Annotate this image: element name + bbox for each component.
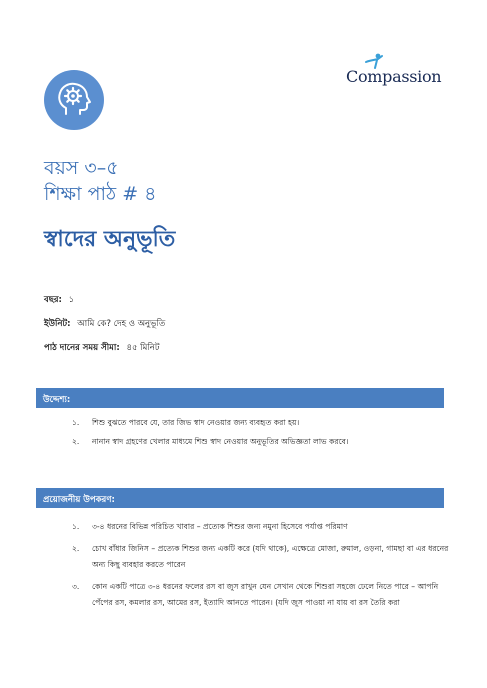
age-range: বয়স ৩–৫ — [44, 157, 119, 179]
meta-year — [44, 293, 74, 307]
list-item — [72, 541, 452, 573]
list-number: ১. — [72, 522, 80, 531]
meta-unit-value: আমি কে? দেহ ও অনুভূতি — [77, 319, 166, 329]
brand-name: Compassion — [346, 67, 442, 86]
list-item — [72, 519, 452, 535]
meta-unit — [44, 317, 165, 331]
objectives-heading: উদ্দেশ্য: — [36, 388, 444, 408]
list-text: চোখ বাঁধার জিনিস – প্রত্যেক শিশুর জন্য একটি করে (যদি থাকে), এক্ষেত্রে মোজা, রুমাল, ওড়না, গামছা বা এর ধরনের অন্য কিছু ব্যবহার করতে পারেন — [92, 544, 449, 569]
lesson-title: স্বাদের অনুভূতি — [44, 227, 176, 252]
list-number: ১. — [72, 418, 80, 427]
list-text: শিশু বুঝতে পারবে যে, তার জিভ স্বাদ নেওয়ার জন্য ব্যবহৃত করা হয়। — [92, 418, 300, 427]
list-number: ৩. — [72, 582, 80, 591]
meta-year-value: ১ — [68, 295, 75, 305]
list-text: নানান স্বাদ গ্রহণের খেলার মাধ্যমে শিশু স্বাদ নেওয়ার অনুভূতির অভিজ্ঞতা লাভ করবে। — [92, 437, 349, 446]
lesson-number: শিক্ষা পাঠ # ৪ — [44, 183, 157, 205]
list-item — [72, 417, 452, 430]
compassion-logo — [346, 53, 446, 89]
meta-time — [44, 341, 159, 355]
meta-time-value: ৪৫ মিনিট — [126, 343, 160, 353]
meta-unit-label: ইউনিট: — [44, 319, 71, 329]
list-text: কোন একটি পাত্রে ৩-৪ ধরনের ফলের রস বা জুস রাখুন যেন সেখান থেকে শিশুরা সহজে ঢেলে নিতে পারে – আপনি পেঁপের রস, কমলার রস, আমের রস, ইত্যাদি আনতে পারেন। (যদি জুস পাওয়া না যায় বা রস তৈরি করা — [92, 582, 439, 607]
list-number: ২. — [72, 544, 80, 553]
materials-heading: প্রয়োজনীয় উপকরণ: — [36, 488, 444, 508]
list-item — [72, 579, 452, 611]
list-item — [72, 436, 452, 449]
materials-list — [72, 519, 452, 617]
head-gear-icon — [44, 70, 104, 130]
meta-time-label: পাঠ দানের সময় সীমা: — [44, 343, 120, 353]
list-text: ৩-৪ ধরনের বিভিন্ন পরিচিত খাবার – প্রত্যেক শিশুর জন্য নমুনা হিসেবে পর্যাপ্ত পরিমাণ — [92, 522, 348, 531]
meta-year-label: বছর: — [44, 295, 62, 305]
objectives-list — [72, 417, 452, 455]
list-number: ২. — [72, 437, 80, 446]
